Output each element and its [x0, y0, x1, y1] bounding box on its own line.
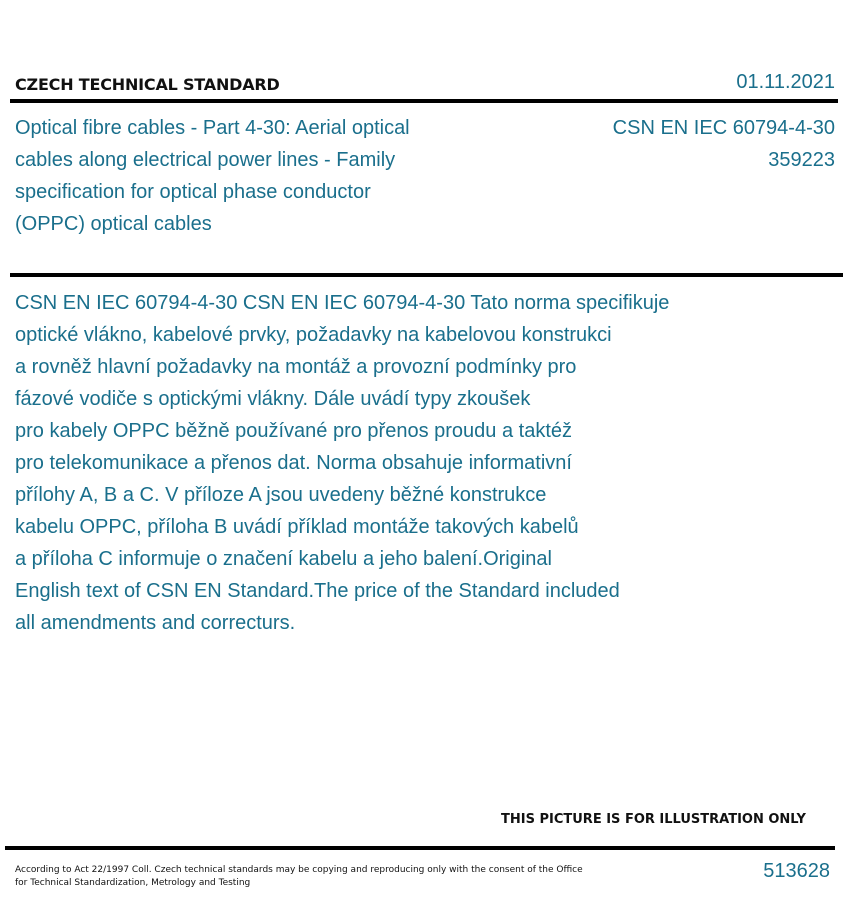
middle-divider	[10, 273, 843, 277]
bottom-divider	[5, 846, 835, 850]
standard-number: CSN EN IEC 60794-4-30	[612, 117, 835, 139]
top-divider	[10, 99, 838, 103]
standard-description: CSN EN IEC 60794-4-30 CSN EN IEC 60794-4-30 Tato norma specifikuje optické vlákno, kabelové prvky, požadavky na kabelovou konstrukci a rovněž hlavní požadavky na montáž a provozní podmínky pro fázové vodiče s optickými vlákny. Dále uvádí typy zkoušek pro kabely OPPC běžně používané pro přenos proudu a taktéž pro telekomunikace a přenos dat. Norma obsahuje informativní přílohy A, B a C. V příloze A jsou uvedeny běžné konstrukce kabelu OPPC, příloha B uvádí příklad montáže takových kabelů a příloha C informuje o značení kabelu a jeho balení.Original English text of CSN EN Standard.The price of the Standard included all amendments and correcturs.	[15, 292, 670, 634]
document-type-label: CZECH TECHNICAL STANDARD	[15, 75, 280, 94]
publication-date: 01.11.2021	[736, 71, 835, 93]
document-id: 513628	[763, 860, 830, 882]
illustration-note: THIS PICTURE IS FOR ILLUSTRATION ONLY	[501, 812, 806, 827]
legal-notice: According to Act 22/1997 Coll. Czech technical standards may be copying and reproducing only with the consent of the Office for Technical Standardization, Metrology and Testing	[15, 865, 583, 888]
standard-code: 359223	[768, 149, 835, 171]
standard-title: Optical fibre cables - Part 4-30: Aerial optical cables along electrical power lines - Family specification for optical phase conductor (OPPC) optical cables	[15, 117, 410, 235]
standard-identifier	[613, 112, 835, 176]
